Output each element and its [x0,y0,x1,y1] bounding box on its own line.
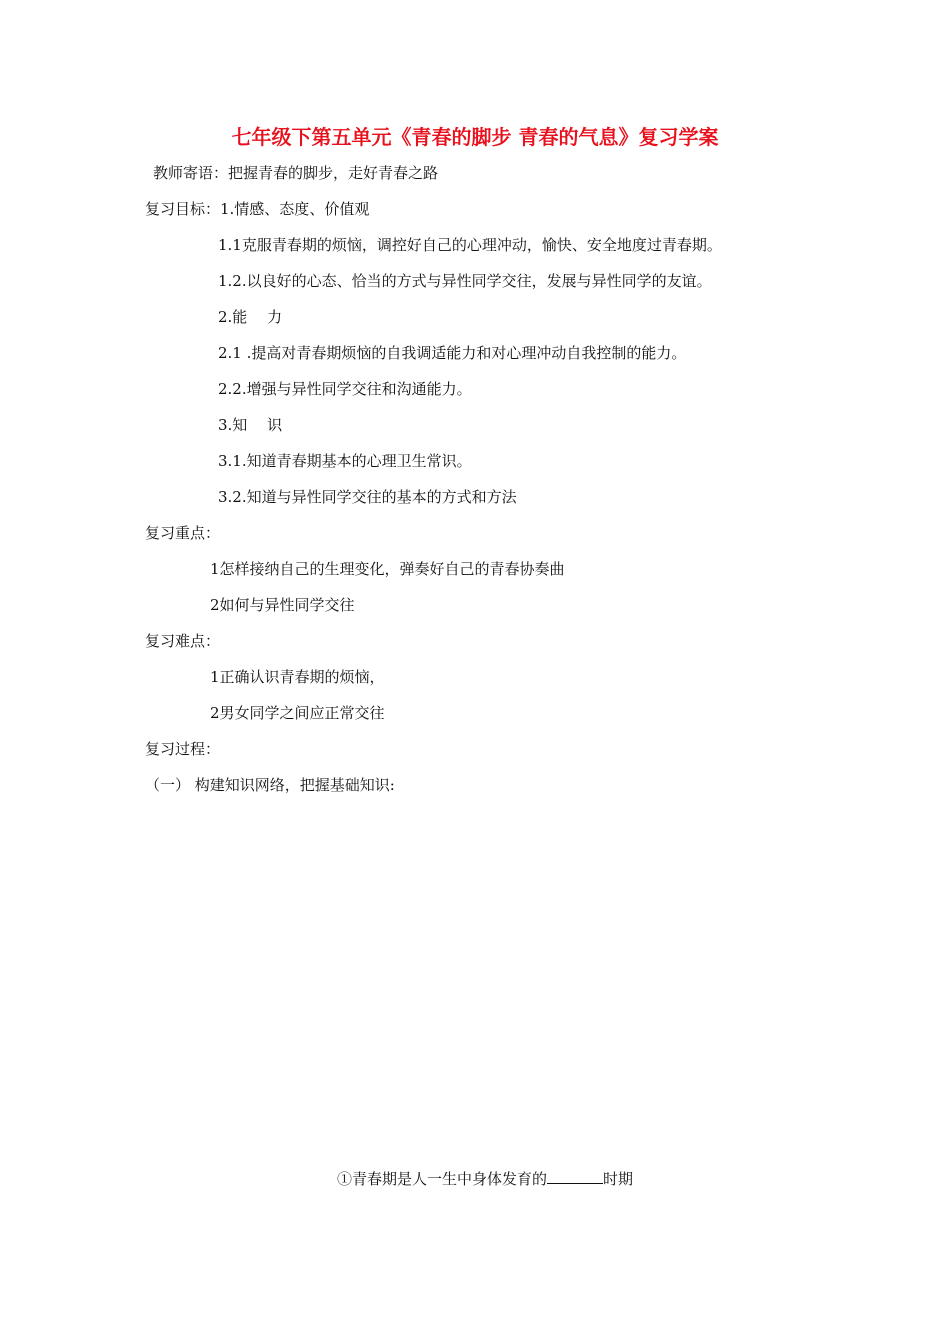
goal-item: 2.能 力 [218,308,283,326]
answer-blank[interactable] [547,1169,603,1184]
goal-item: 3.2.知道与异性同学交往的基本的方式和方法 [218,488,517,506]
key-points-heading: 复习重点： [145,524,221,542]
goals-heading: 复习目标：1.情感、态度、价值观 [145,200,370,218]
question-suffix: 时期 [603,1170,634,1188]
process-heading: 复习过程： [145,740,221,758]
difficult-points-heading: 复习难点： [145,632,221,650]
goal-item: 3.1.知道青春期基本的心理卫生常识。 [218,452,472,470]
difficult-point-item: 1正确认识青春期的烦恼， [210,668,385,686]
difficult-point-item: 2男女同学之间应正常交往 [210,704,385,722]
process-section-one: （一） 构建知识网络，把握基础知识: [145,776,395,794]
document-title: 七年级下第五单元《青春的脚步 青春的气息》复习学案 [231,125,719,149]
teacher-message: 教师寄语：把握青春的脚步，走好青春之路 [153,164,439,182]
key-point-item: 1怎样接纳自己的生理变化，弹奏好自己的青春协奏曲 [210,560,565,578]
fill-in-question [337,1169,633,1189]
key-point-item: 2如何与异性同学交往 [210,596,355,614]
goal-item: 1.2.以良好的心态、恰当的方式与异性同学交往，发展与异性同学的友谊。 [218,272,712,290]
goal-item: 2.2.增强与异性同学交往和沟通能力。 [218,380,472,398]
question-prefix: ①青春期是人一生中身体发育的 [337,1170,548,1188]
goal-item: 2.1 .提高对青春期烦恼的自我调适能力和对心理冲动自我控制的能力。 [218,344,687,362]
goal-item: 3.知 识 [218,416,283,434]
goal-item: 1.1克服青春期的烦恼，调控好自己的心理冲动，愉快、安全地度过青春期。 [218,236,722,254]
